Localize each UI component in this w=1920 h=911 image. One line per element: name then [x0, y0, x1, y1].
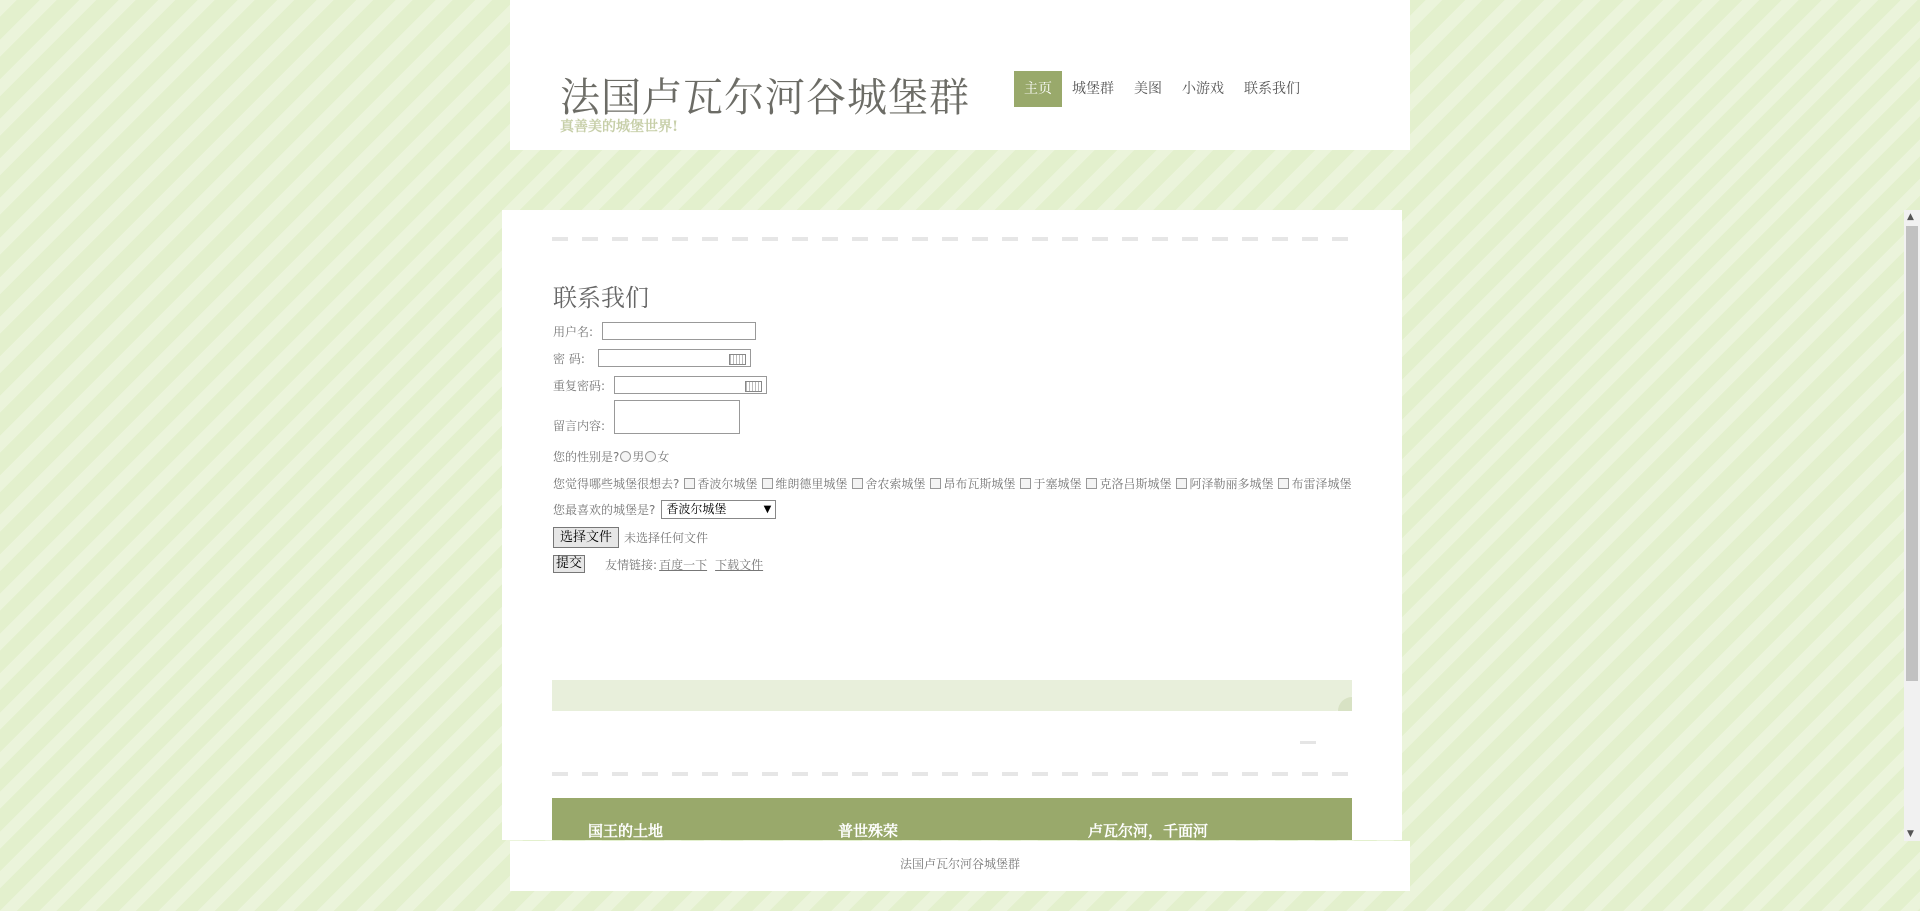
dashed-divider [552, 237, 1352, 241]
message-label: 留言内容: [553, 419, 606, 433]
feature-title: 国王的土地 [588, 822, 664, 840]
password-label: 密 码: [553, 351, 585, 366]
link-download[interactable]: 下载文件 [715, 557, 764, 572]
castle-option-label: 香波尔城堡 [697, 477, 758, 491]
gender-option-label: 男 [632, 450, 645, 464]
nav-contact[interactable]: 联系我们 [1244, 81, 1300, 97]
repeat-password-label: 重复密码: [553, 378, 606, 393]
gender-label: 您的性别是? [553, 450, 620, 464]
username-label: 用户名: [553, 324, 594, 339]
submit-button[interactable]: 提交 [553, 555, 585, 573]
castle-checkbox[interactable] [1278, 478, 1289, 489]
nav-gallery[interactable]: 美图 [1134, 81, 1162, 97]
castle-checkbox[interactable] [684, 478, 695, 489]
gender-option-label: 女 [657, 450, 670, 464]
footer-text: 法国卢瓦尔河谷城堡群 [899, 857, 1020, 871]
main-content [502, 210, 1402, 840]
castle-option-label: 阿泽勒丽多城堡 [1189, 477, 1274, 491]
feature-title: 卢瓦尔河，千面河 [1088, 822, 1209, 840]
keyboard-icon [745, 381, 762, 392]
site-tagline: 真善美的城堡世界! [560, 119, 679, 135]
nav-games[interactable]: 小游戏 [1182, 81, 1224, 97]
castle-checkbox[interactable] [1020, 478, 1031, 489]
feature-box [552, 798, 1352, 840]
scroll-down-icon[interactable]: ▼ [1907, 829, 1914, 839]
site-header [510, 0, 1410, 150]
castle-option-label: 布雷泽城堡 [1291, 477, 1352, 491]
site-footer [510, 841, 1410, 891]
castle-option-label: 舍农索城堡 [865, 477, 926, 491]
keyboard-icon [729, 354, 746, 365]
file-status: 未选择任何文件 [624, 531, 709, 545]
scrollbar-thumb[interactable] [1906, 226, 1918, 681]
feature-title: 普世殊荣 [838, 822, 899, 840]
favorite-castle-value: 香波尔城堡 [666, 502, 727, 516]
links-label: 友情链接: [605, 557, 658, 572]
message-textarea[interactable] [614, 400, 740, 434]
favorite-label: 您最喜欢的城堡是? [553, 503, 656, 517]
username-input[interactable] [602, 322, 756, 340]
password-input[interactable] [598, 349, 751, 367]
choose-file-button[interactable]: 选择文件 [553, 527, 619, 548]
castle-checkbox[interactable] [1086, 478, 1097, 489]
dropdown-arrow-icon: ▼ [763, 504, 772, 515]
page-curl-decoration [1338, 697, 1352, 711]
main-nav [1014, 71, 1310, 107]
nav-castles[interactable]: 城堡群 [1072, 81, 1114, 97]
castle-option-label: 于塞城堡 [1033, 477, 1082, 491]
castle-checkbox[interactable] [930, 478, 941, 489]
dashed-divider [552, 772, 1352, 776]
content-bar [552, 680, 1352, 711]
site-title: 法国卢瓦尔河谷城堡群 [560, 75, 970, 121]
castles-label: 您觉得哪些城堡很想去? [553, 477, 680, 491]
gender-radio-female[interactable] [645, 451, 656, 462]
scroll-up-icon[interactable]: ▲ [1907, 212, 1914, 222]
gender-radio-male[interactable] [620, 451, 631, 462]
castle-option-label: 维朗德里城堡 [775, 477, 848, 491]
divider-mark [1300, 741, 1316, 744]
repeat-password-input[interactable] [614, 376, 767, 394]
castle-option-label: 昂布瓦斯城堡 [943, 477, 1016, 491]
nav-home[interactable]: 主页 [1014, 71, 1062, 107]
castle-checkbox[interactable] [852, 478, 863, 489]
favorite-castle-select[interactable] [661, 500, 776, 519]
link-baidu[interactable]: 百度一下 [659, 557, 708, 572]
castle-option-label: 克洛吕斯城堡 [1099, 477, 1172, 491]
castle-checkbox[interactable] [762, 478, 773, 489]
castle-checkbox[interactable] [1176, 478, 1187, 489]
scrollbar[interactable] [1904, 210, 1920, 841]
form-title: 联系我们 [553, 284, 649, 312]
